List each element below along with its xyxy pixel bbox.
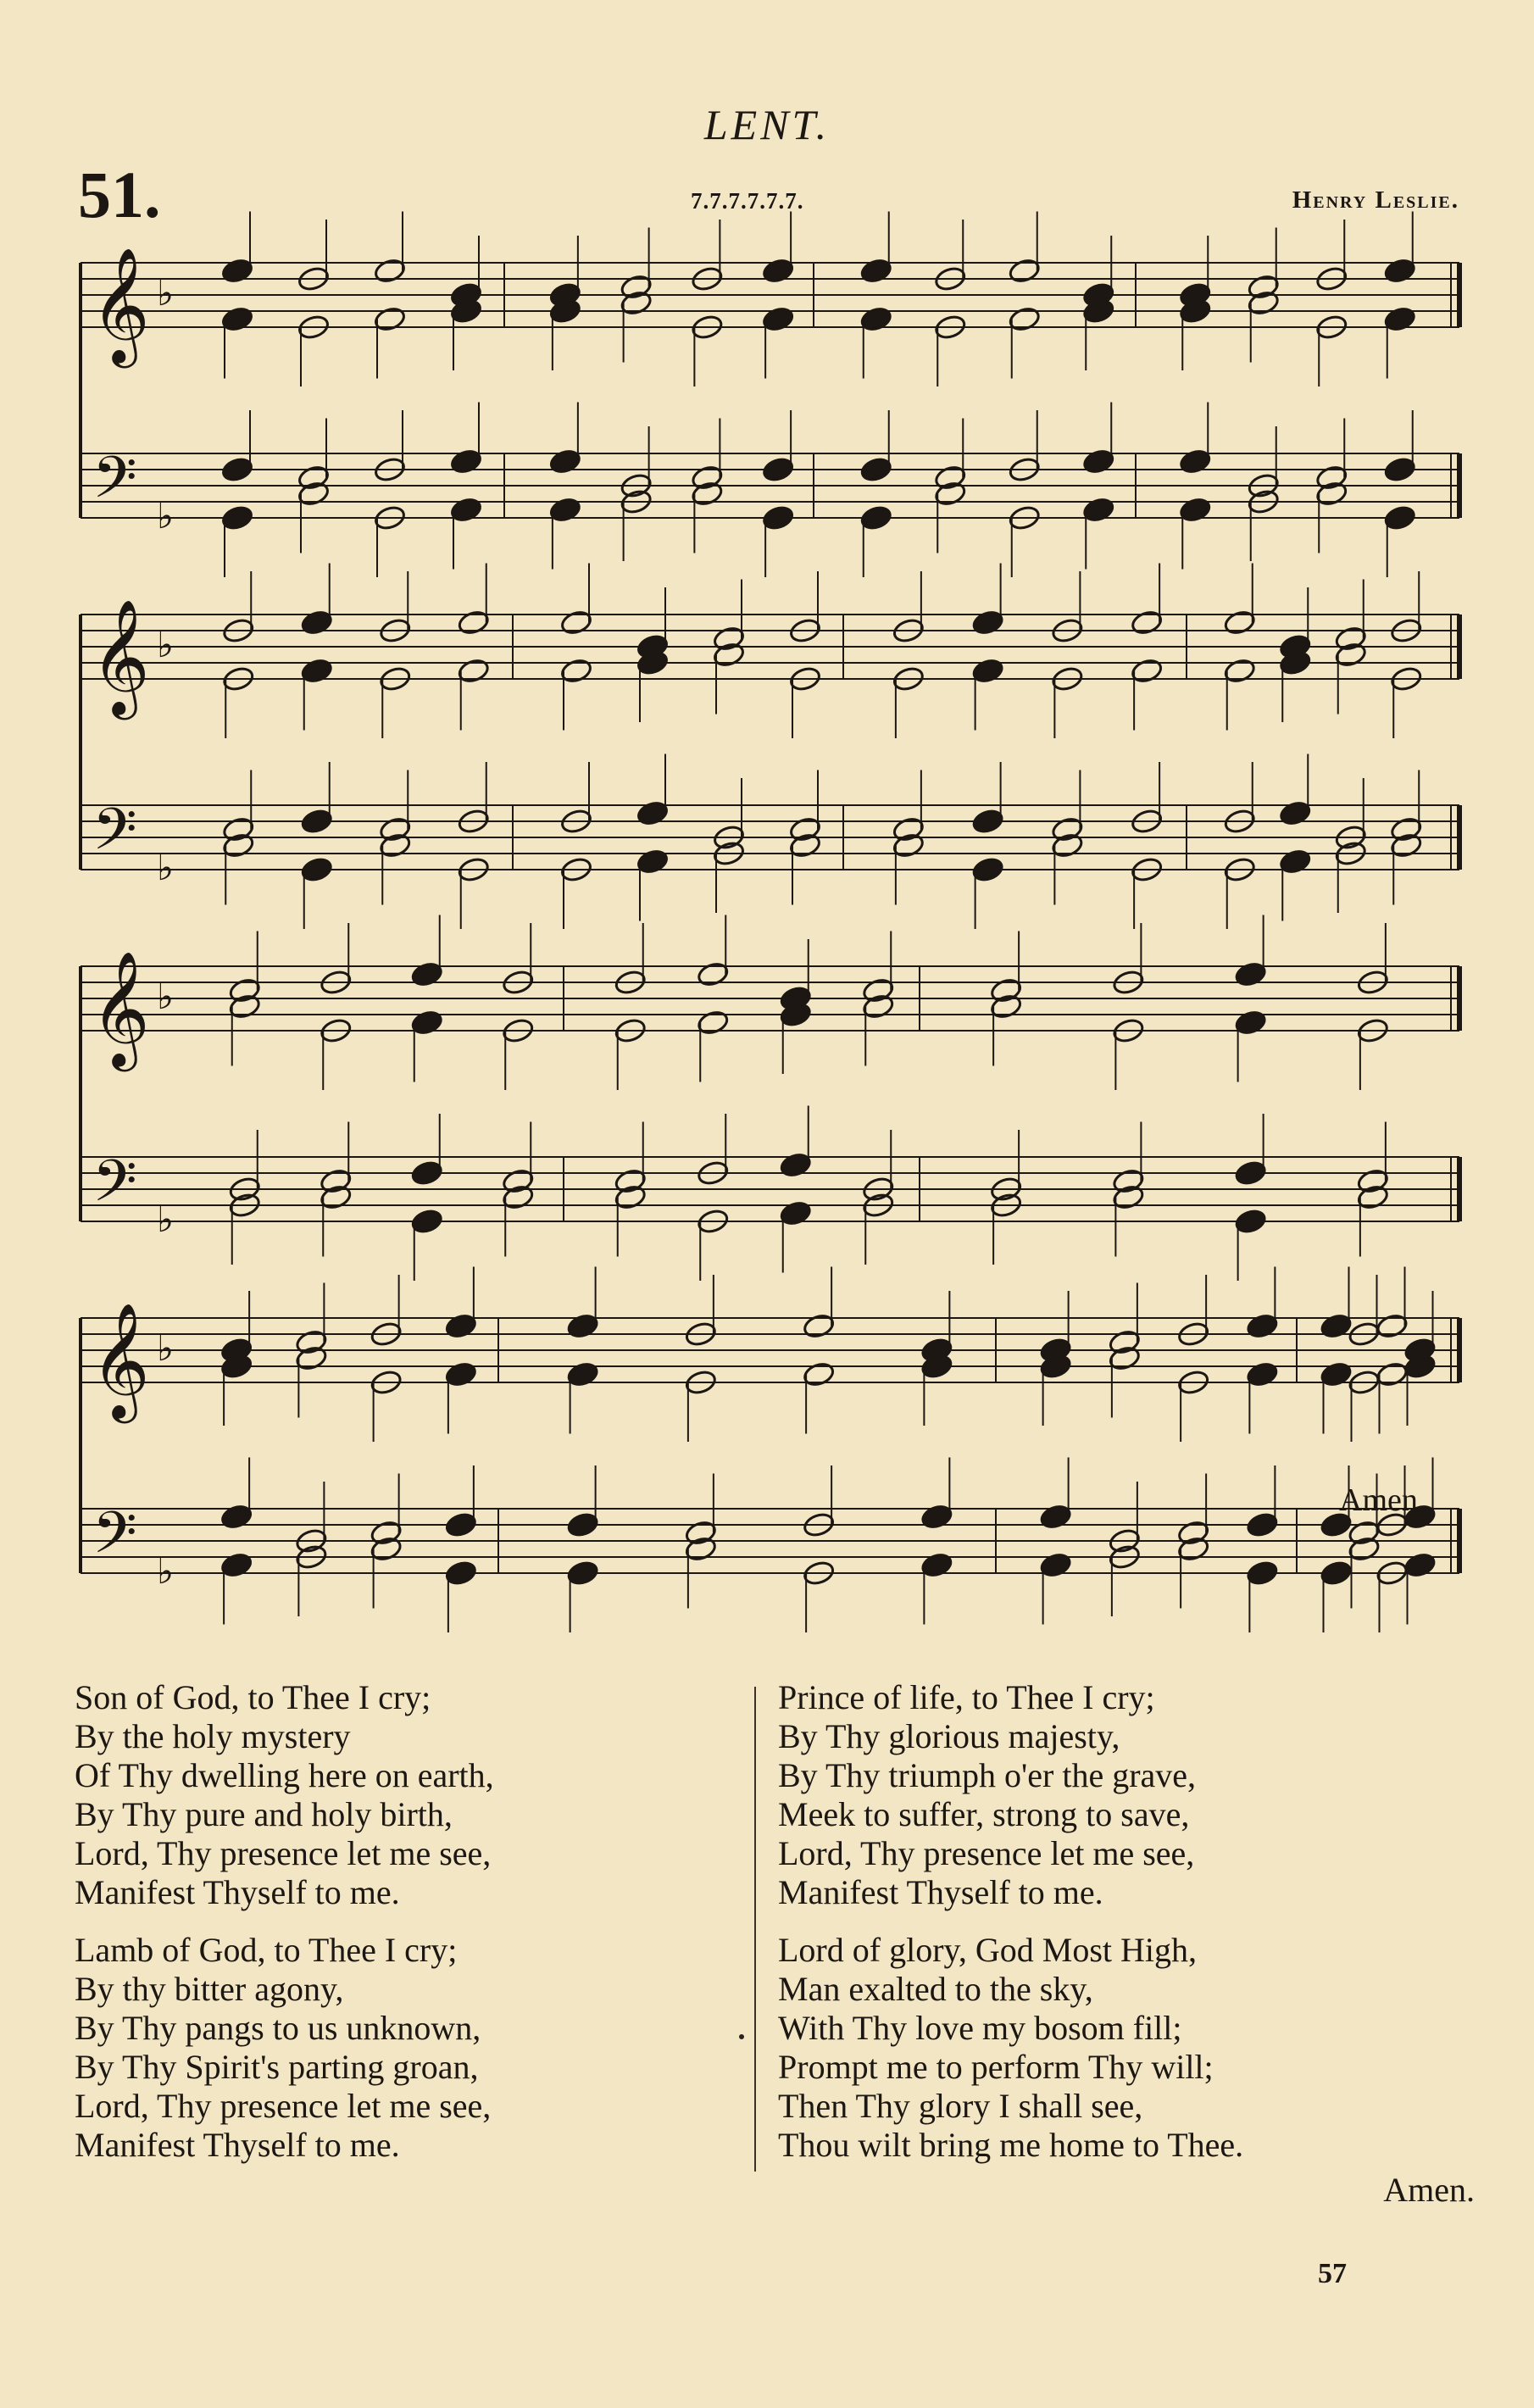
amen-label: Amen.	[1339, 1482, 1426, 1518]
bass-clef-icon: 𝄢	[92, 797, 137, 877]
note-head	[1179, 496, 1212, 523]
note-head	[410, 1160, 443, 1187]
music-systems	[81, 212, 1459, 1633]
verse-line: Of Thy dwelling here on earth,	[75, 1756, 494, 1794]
flat-icon: ♭	[157, 1201, 174, 1240]
note-head	[548, 496, 581, 523]
stanza-3	[778, 1678, 1481, 1912]
note-head	[1383, 456, 1416, 483]
verse-line: Manifest Thyself to me.	[778, 1873, 1103, 1911]
note-head	[566, 1511, 599, 1538]
verse-line: By Thy pangs to us unknown,	[75, 2009, 481, 2047]
bass-clef-icon: 𝄢	[92, 445, 137, 526]
note-head	[449, 496, 482, 523]
verse-line: Man exalted to the sky,	[778, 1970, 1093, 2008]
note-head	[1383, 504, 1416, 531]
note-head	[859, 456, 892, 483]
note-head	[920, 1503, 953, 1530]
verse-line: Lord of glory, God Most High,	[778, 1931, 1198, 1969]
note-head	[548, 448, 581, 475]
note-head	[971, 609, 1004, 636]
note-head	[220, 456, 253, 483]
stanza-1	[75, 1678, 753, 1912]
note-head	[1223, 657, 1256, 684]
note-head	[444, 1312, 477, 1339]
note-head	[1246, 1312, 1279, 1339]
verse-line: Prince of life, to Thee I cry;	[778, 1678, 1155, 1716]
verse-line: By Thy glorious majesty,	[778, 1717, 1120, 1755]
flat-icon: ♭	[157, 978, 174, 1017]
note-head	[761, 305, 794, 332]
note-head	[410, 960, 443, 987]
note-head	[566, 1360, 599, 1388]
verse-line: Manifest Thyself to me.	[75, 1873, 400, 1911]
note-head	[779, 1199, 812, 1226]
note-head	[300, 856, 333, 883]
stanza-4	[778, 1931, 1481, 2165]
bass-clef-icon: 𝄢	[92, 1148, 137, 1229]
verse-line: Manifest Thyself to me.	[75, 2126, 400, 2164]
note-head	[1320, 1360, 1353, 1388]
meter: 7.7.7.7.7.7.	[691, 188, 804, 214]
bass-clef-icon: 𝄢	[92, 1500, 137, 1581]
note-head	[1246, 1560, 1279, 1587]
note-head	[1130, 609, 1163, 636]
note-head	[1246, 1511, 1279, 1538]
flat-icon: ♭	[157, 275, 174, 314]
verse-line: Then Thy glory I shall see,	[778, 2087, 1143, 2125]
note-head	[410, 1009, 443, 1036]
note-head	[449, 448, 482, 475]
note-head	[1008, 305, 1041, 332]
note-head	[1320, 1312, 1353, 1339]
note-head	[373, 305, 406, 332]
verse-line: Son of God, to Thee I cry;	[75, 1678, 431, 1716]
note-head	[859, 504, 892, 531]
note-head	[802, 1360, 835, 1388]
note-head	[566, 1312, 599, 1339]
verses-left-column	[75, 1678, 753, 2183]
note-head	[1130, 657, 1163, 684]
note-head	[1179, 448, 1212, 475]
note-head	[373, 257, 406, 284]
note-head	[1223, 609, 1256, 636]
note-head	[1082, 448, 1115, 475]
note-head	[444, 1560, 477, 1587]
hymn-number: 51.	[78, 158, 161, 231]
treble-clef-icon: 𝄞	[91, 246, 150, 363]
note-head	[1246, 1360, 1279, 1388]
note-head	[300, 808, 333, 835]
note-head	[920, 1551, 953, 1578]
verse-line: Thou wilt bring me home to Thee.	[778, 2126, 1244, 2164]
verse-line: By the holy mystery	[75, 1717, 351, 1755]
note-head	[1383, 305, 1416, 332]
verse-line: By Thy triumph o'er the grave,	[778, 1756, 1197, 1794]
note-head	[220, 305, 253, 332]
note-head	[566, 1560, 599, 1587]
note-head	[220, 1551, 253, 1578]
verse-line: Lord, Thy presence let me see,	[75, 1834, 492, 1872]
note-head	[457, 657, 490, 684]
closing-amen: Amen.	[1383, 2171, 1475, 2209]
note-head	[1039, 1551, 1072, 1578]
note-head	[1008, 257, 1041, 284]
note-head	[1376, 1360, 1409, 1388]
note-head	[761, 456, 794, 483]
note-head	[300, 657, 333, 684]
note-head	[1082, 496, 1115, 523]
note-head	[220, 257, 253, 284]
flat-icon: ♭	[157, 498, 174, 537]
note-head	[971, 808, 1004, 835]
verses-right-column	[778, 1678, 1481, 2183]
verse-line: Lord, Thy presence let me see,	[778, 1834, 1195, 1872]
note-head	[761, 504, 794, 531]
note-head	[802, 1312, 835, 1339]
treble-clef-icon: 𝄞	[91, 949, 150, 1066]
note-head	[220, 1503, 253, 1530]
note-head	[859, 257, 892, 284]
note-head	[1234, 1009, 1267, 1036]
verse-line: By thy bitter agony,	[75, 1970, 344, 2008]
flat-icon: ♭	[157, 1553, 174, 1592]
note-head	[1279, 848, 1312, 875]
composer: Henry Leslie.	[1292, 186, 1459, 214]
verse-line: Prompt me to perform Thy will;	[778, 2048, 1214, 2086]
verse-line: Meek to suffer, strong to save,	[778, 1795, 1190, 1833]
note-head	[1234, 1208, 1267, 1235]
note-head	[300, 609, 333, 636]
note-head	[1039, 1503, 1072, 1530]
note-head	[559, 609, 592, 636]
note-head	[636, 799, 669, 826]
section-title: LENT.	[703, 101, 831, 148]
treble-clef-icon: 𝄞	[91, 1301, 150, 1418]
note-head	[779, 1151, 812, 1178]
note-head	[1279, 799, 1312, 826]
verse-line: By Thy pure and holy birth,	[75, 1795, 453, 1833]
note-head	[220, 504, 253, 531]
treble-clef-icon: 𝄞	[91, 598, 150, 715]
verse-line: By Thy Spirit's parting groan,	[75, 2048, 479, 2086]
note-head	[636, 848, 669, 875]
note-head	[1403, 1551, 1437, 1578]
note-head	[1320, 1560, 1353, 1587]
verse-line: Lord, Thy presence let me see,	[75, 2087, 492, 2125]
flat-icon: ♭	[157, 626, 174, 665]
page-number: 57	[1318, 2258, 1347, 2289]
note-head	[444, 1511, 477, 1538]
flat-icon: ♭	[157, 849, 174, 888]
note-head	[559, 657, 592, 684]
note-head	[457, 609, 490, 636]
verse-line: With Thy love my bosom fill;	[778, 2009, 1182, 2047]
note-head	[697, 960, 730, 987]
note-head	[1383, 257, 1416, 284]
note-head	[1234, 1160, 1267, 1187]
verse-line: Lamb of God, to Thee I cry;	[75, 1931, 458, 1969]
note-head	[1376, 1312, 1409, 1339]
note-head	[1234, 960, 1267, 987]
flat-icon: ♭	[157, 1330, 174, 1369]
note-head	[697, 1009, 730, 1036]
note-head	[444, 1360, 477, 1388]
note-head	[859, 305, 892, 332]
note-head	[761, 257, 794, 284]
note-head	[971, 856, 1004, 883]
stanza-2	[75, 1931, 753, 2165]
note-head	[971, 657, 1004, 684]
column-divider	[754, 1687, 756, 2172]
note-head	[410, 1208, 443, 1235]
margin-dot	[739, 2034, 744, 2039]
